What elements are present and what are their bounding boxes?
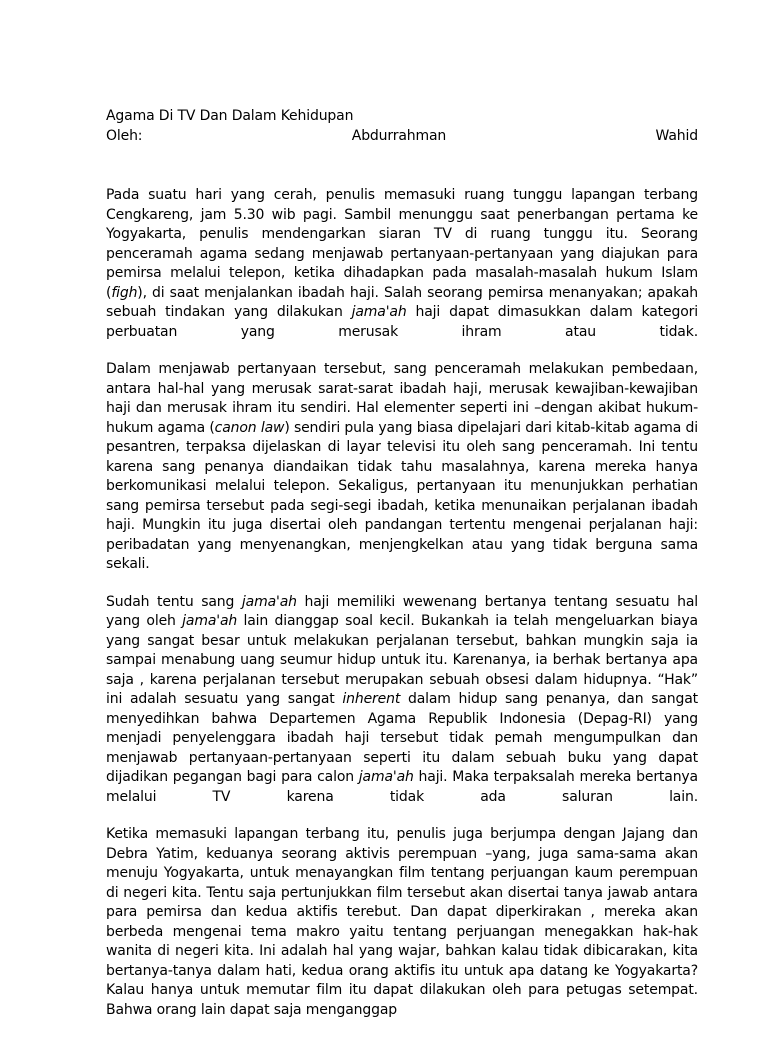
italic-term: jama'ah (351, 304, 407, 320)
paragraph-text: Sudah tentu sang (106, 593, 242, 610)
byline-label: Oleh: (106, 128, 143, 144)
paragraph-text: haji memiliki wewenang bertanya tentang sesuatu hal yang oleh (106, 593, 698, 629)
paragraph-1 (106, 186, 698, 342)
paragraph-text: ) sendiri pula yang biasa dipelajari dari kitab-kitab agama di pesantren, terpaksa dijelaskan di layar televisi itu oleh sang penceramah. Ini tentu karena sang penanya diandaikan tidak tahu masalahnya, karena mereka hanya berkomunikasi melalui telepon. Sekaligus, pertanyaan itu menunjukkan perhatian sang pemirsa tersebut pada segi-segi ibadah, ketika menunaikan perjalanan ibadah haji. Mungkin itu juga disertai oleh pandangan tertentu mengenai perjalanan haji: peribadatan yang menyenangkan, menjengkelkan atau yang tidak berguna sama sekali. (106, 419, 699, 572)
italic-term: jama'ah (358, 769, 414, 785)
paragraph-text: ), di saat menjalankan ibadah haji. Salah seorang pemirsa menanyakan; apakah sebuah tindakan yang dilakukan (106, 284, 698, 320)
document-title: Agama Di TV Dan Dalam Kehidupan (106, 108, 354, 124)
italic-term: jama'ah (182, 613, 238, 629)
author-first-name: Abdurrahman (351, 128, 447, 144)
paragraph-text: haji dapat dimasukkan dalam kategori perbuatan yang merusak ihram atau tidak. (106, 304, 698, 340)
author-last-name: Wahid (655, 128, 698, 144)
italic-term: inherent (342, 691, 401, 707)
document-body (106, 186, 698, 1020)
document-page (106, 106, 698, 1038)
paragraph-text: dalam hidup sang penanya, dan sangat menyedihkan bahwa Departemen Agama Republik Indonesia (Depag-RI) yang menjadi penyelenggara ibadah haji tersebut tidak pemah mengumpulkan dan menjawab pertanyaan-pertanyaan seperti itu dalam sebuah buku yang dapat dijadikan pegangan bagi para calon (106, 691, 698, 785)
paragraph-text: lain dianggap soal kecil. Bukankah ia telah mengeluarkan biaya yang sangat besar untuk melakukan perjalanan tersebut, bahkan mungkin saja ia sampai menabung uang seumur hidup untuk itu. Karenanya, ia berhak bertanya apa saja , karena perjalanan tersebut merupakan sebuah obsesi dalam hidupnya. “Hak” ini adalah sesuatu yang sangat (106, 613, 698, 707)
italic-term: jama'ah (241, 593, 297, 610)
byline (106, 126, 698, 146)
italic-term: canon law (214, 419, 285, 436)
paragraph-3 (106, 593, 698, 808)
paragraph-4 (106, 825, 698, 1020)
paragraph-text: Dalam menjawab pertanyaan tersebut, sang penceramah melakukan pembedaan, antara hal-hal yang merusak sarat-sarat ibadah haji, merusak kewajiban-kewajiban haji dan merusak ihram itu sendiri. Hal elementer seperti ini –dengan akibat hukum-hukum agama ( (106, 361, 698, 436)
paragraph-text: Ketika memasuki lapangan terbang itu, penulis juga berjumpa dengan Jajang dan Debra Yatim, keduanya seorang aktivis perempuan –yang, juga sama-sama akan menuju Yogyakarta, untuk menayangkan film tentang perjuangan kaum perempuan di negeri kita. Tentu saja pertunjukkan film tersebut akan disertai tanya jawab antara para pemirsa dan kedua aktifis terebut. Dan dapat diperkirakan , mereka akan berbeda mengenai tema makro yaitu tentang perjuangan menegakkan hak-hak wanita di negeri kita. Ini adalah hal yang wajar, bahkan kalau tidak dibicarakan, kita bertanya-tanya dalam hati, kedua orang aktifis itu untuk apa datang ke Yogyakarta? Kalau hanya untuk memutar film itu dapat dilakukan oleh para petugas setempat. Bahwa orang lain dapat saja menganggap (106, 826, 698, 1018)
paragraph-2 (106, 360, 698, 575)
italic-term: figh (111, 284, 138, 301)
paragraph-text: Pada suatu hari yang cerah, penulis memasuki ruang tunggu lapangan terbang Cengkareng, jam 5.30 wib pagi. Sambil menunggu saat penerbangan pertama ke Yogyakarta, penulis mendengarkan siaran TV di ruang tunggu itu. Seorang penceramah agama sedang menjawab pertanyaan-pertanyaan yang diajukan para pemirsa melalui telepon, ketika dihadapkan pada masalah-masalah hukum Islam ( (106, 187, 698, 301)
paragraph-text: haji. Maka terpaksalah mereka bertanya melalui TV karena tidak ada saluran lain. (106, 769, 698, 805)
